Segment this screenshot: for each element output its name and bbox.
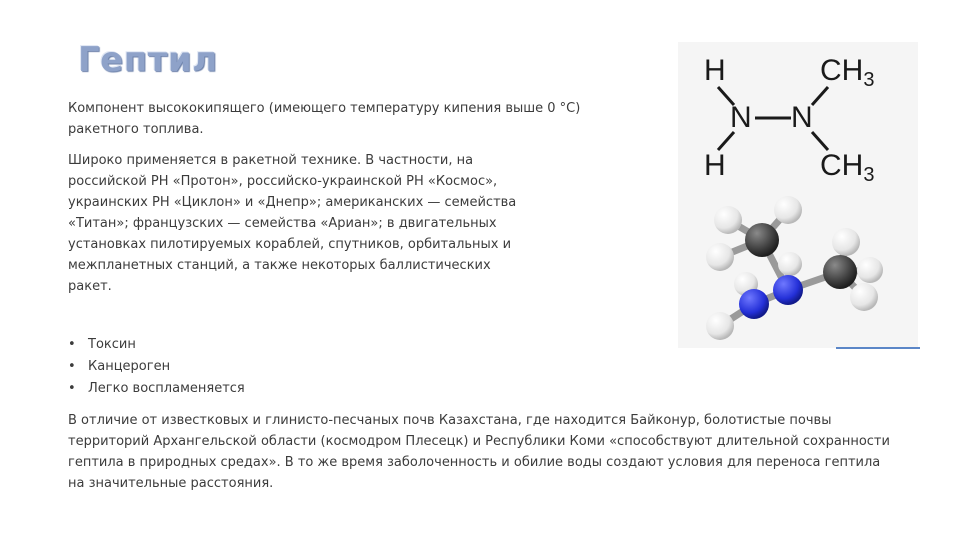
hydrogen-atom [714, 206, 742, 234]
hydrogen-atom [778, 252, 802, 276]
soil-paragraph: В отличие от известковых и глинисто-песчаных почв Казахстана, где находится Байконур, болотистые почвы территорий Архангельской области (космодром Плесецк) и Республики Коми «способствуют длительной сохранности гептила в природных средах». В то же время заболоченность и обилие воды создают условия для переноса гептила на значительные расстояния. [68, 413, 890, 491]
ball-and-stick-model [706, 196, 883, 340]
usage-paragraph: Широко применяется в ракетной технике. В частности, на российской РН «Протон», российско-украинской РН «Космос», украинских РН «Циклон» и «Днепр»; американских — семейства «Титан»; французских — семейства «Ариан»; в двигательных установках пилотируемых кораблей, спутников, орбитальных и межпланетных станций, а также некоторых баллистических ракет. [68, 153, 517, 294]
figure-accent-line [836, 347, 920, 349]
hydrogen-atom [832, 228, 860, 256]
list-item-text: Токсин [88, 337, 136, 352]
carbon-atom [745, 223, 779, 257]
list-item [68, 334, 245, 356]
list-item-text: Легко воспламеняется [88, 381, 245, 396]
hydrogen-atom [706, 243, 734, 271]
atom-label-n-right: N [791, 101, 813, 134]
list-item [68, 378, 245, 400]
nitrogen-atom [739, 289, 769, 319]
hydrogen-atom [850, 283, 878, 311]
structural-formula [678, 42, 918, 348]
atom-label-ch-bottom: $CH_3$ [820, 149, 875, 186]
carbon-atom [823, 255, 857, 289]
bullet-icon: • [68, 337, 76, 352]
bullet-icon: • [68, 381, 76, 396]
atom-label-n-left: N [730, 101, 752, 134]
intro-paragraph: Компонент высококипящего (имеющего температуру кипения выше 0 °C) ракетного топлива. [68, 101, 581, 137]
atom-label-h-bottom: H [704, 149, 726, 182]
hydrogen-atom [706, 312, 734, 340]
slide-title: Гептил [78, 40, 218, 80]
hydrogen-atom [774, 196, 802, 224]
list-item-text: Канцероген [88, 359, 171, 374]
atom-label-h-top: H [704, 54, 726, 87]
atom-label-ch-top: $CH_3$ [820, 54, 875, 91]
nitrogen-atom [773, 275, 803, 305]
hydrogen-atom [857, 257, 883, 283]
bullet-icon: • [68, 359, 76, 374]
molecule-figure [678, 42, 918, 348]
property-list [68, 334, 245, 400]
list-item [68, 356, 245, 378]
